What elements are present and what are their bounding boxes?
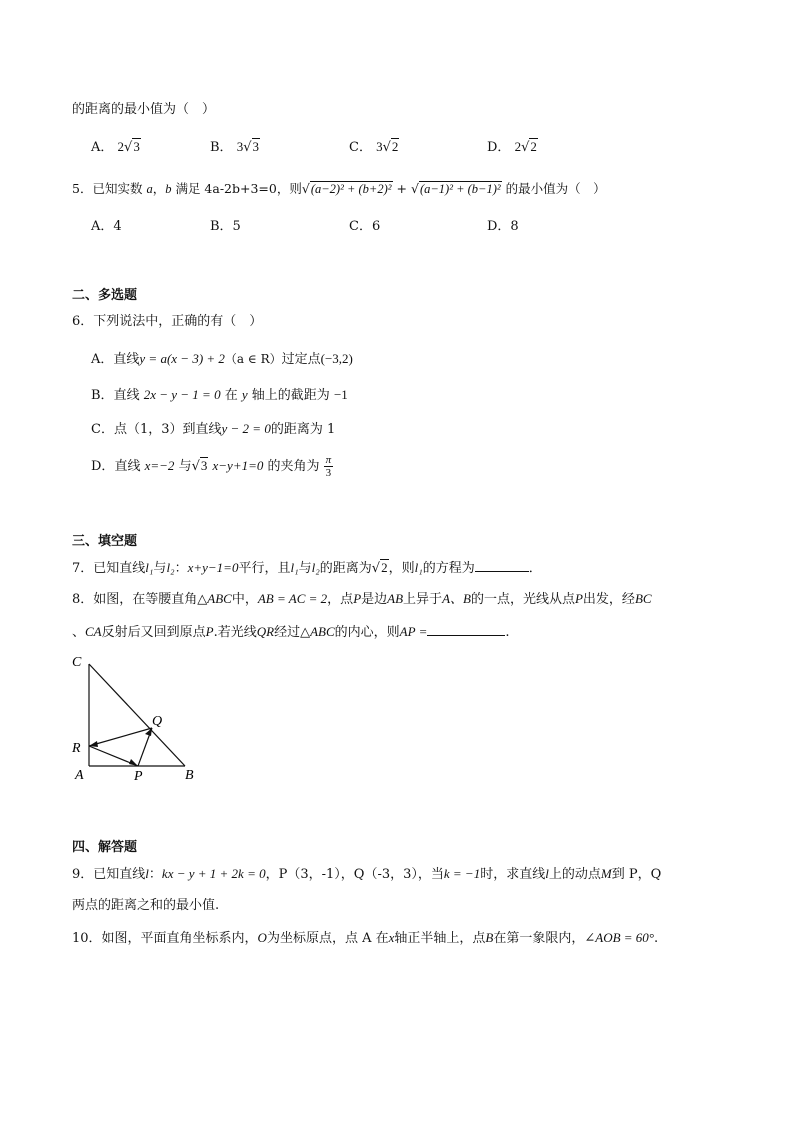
q6-option-c[interactable]: C．点（1，3）到直线y − 2 = 0的距离为 1 xyxy=(91,421,336,437)
q7-stem: 7．已知直线l₁与l₂：x+y−1=0平行，且l₁与l₂的距离为√2，则l₁的方程为 ． xyxy=(72,557,542,579)
q5-stem: 5．已知实数 a，b 满足 4a-2b+3=0，则√(a−2)² + (b+2)² + √(a−1)² + (b−1)² 的最小值为（ ） xyxy=(72,181,606,196)
label-r: R xyxy=(72,741,81,756)
q8-line-1: 8．如图，在等腰直角△ABC中，AB = AC = 2，点P是边AB上异于A、B的一点，光线从点P出发，经BC xyxy=(72,591,652,607)
q5-option-a[interactable]: A．4 xyxy=(91,219,122,234)
q4-option-b[interactable]: B． 3√3 xyxy=(210,139,259,155)
q6-option-d[interactable]: D．直线 x=−2 与√3 x−y+1=0 的夹角为 $\frac{\pi}{3}$ xyxy=(91,454,332,479)
side-cb xyxy=(89,664,185,766)
label-c: C xyxy=(72,655,82,670)
q6-stem: 6．下列说法中，正确的有（ ） xyxy=(72,314,263,329)
q4-option-a[interactable]: A． 2√3 xyxy=(91,139,140,155)
label-p: P xyxy=(134,769,143,784)
arrow-head-p xyxy=(129,759,138,766)
triangle-figure xyxy=(66,650,206,786)
q4-option-d[interactable]: D． 2√2 xyxy=(487,139,537,155)
q4-option-c[interactable]: C． 3√2 xyxy=(349,139,399,155)
q8-answer-blank[interactable] xyxy=(427,621,505,636)
pi-over-3-fraction: $\frac{\pi}{3}$ xyxy=(325,454,332,479)
q5-option-c[interactable]: C．6 xyxy=(349,219,381,234)
ray-qr xyxy=(89,728,152,746)
q10-stem: 10．如图，平面直角坐标系内，O为坐标原点，点 A 在x轴正半轴上，点B在第一象限内，∠AOB = 60°. xyxy=(72,930,659,946)
q6-option-a[interactable]: A．直线y = a(x − 3) + 2（a ∈ R）过定点(−3,2) xyxy=(91,351,353,367)
label-q: Q xyxy=(152,714,163,729)
section-heading-fill-blank: 三、填空题 xyxy=(72,534,138,549)
arrow-head-r xyxy=(89,741,98,747)
label-b: B xyxy=(185,768,194,783)
section-heading-multi-choice: 二、多选题 xyxy=(72,288,138,303)
q4-tail: 的距离的最小值为（ ） xyxy=(72,102,216,117)
section-heading-solve: 四、解答题 xyxy=(72,840,138,855)
q9-line-1: 9．已知直线l：kx − y + 1 + 2k = 0，P（3，-1），Q（-3，3），当k = −1时，求直线l上的动点M到 P，Q xyxy=(72,866,662,882)
q9-line-2: 两点的距离之和的最小值. xyxy=(72,898,220,913)
q7-answer-blank[interactable] xyxy=(475,557,529,572)
q5-option-b[interactable]: B．5 xyxy=(210,219,241,234)
q8-line-2: 、CA反射后又回到原点P.若光线QR经过△ABC的内心，则AP = . xyxy=(72,621,509,643)
q5-option-d[interactable]: D．8 xyxy=(487,219,519,234)
label-a: A xyxy=(75,768,84,783)
q6-option-b[interactable]: B．直线 2x − y − 1 = 0 在 y 轴上的截距为 −1 xyxy=(91,387,348,403)
